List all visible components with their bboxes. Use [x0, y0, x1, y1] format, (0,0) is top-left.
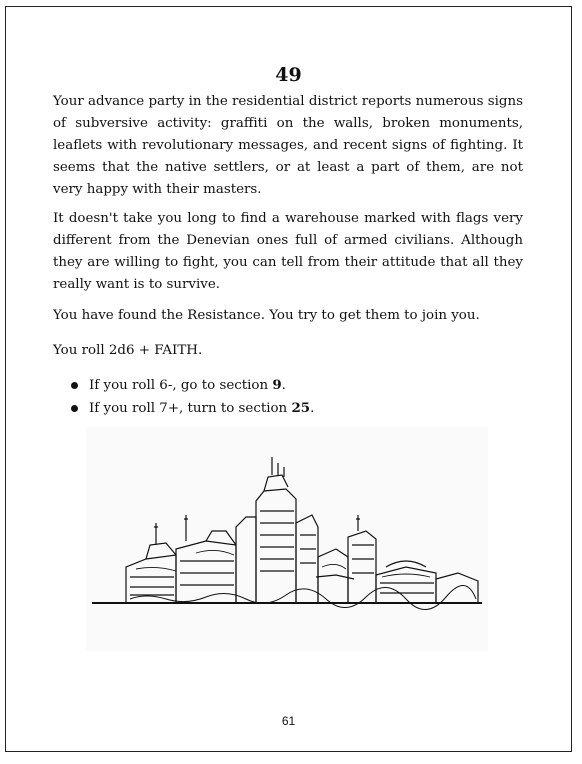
- bullet-icon: [71, 382, 78, 389]
- city-skyline-icon: [86, 427, 488, 651]
- option-item-2: [68, 397, 314, 420]
- options-list: [68, 374, 314, 420]
- paragraph-2: It doesn't take you long to find a warehouse marked with flags very different from the Denevian ones full of armed civilians. Although they are willing to fight, you can tell from their attitude that all they really want is to survive.: [53, 211, 523, 292]
- paragraph-4: You roll 2d6 + FAITH.: [53, 343, 203, 358]
- option-text: If you roll 7+, turn to section: [89, 401, 292, 416]
- option-item-1: [68, 374, 314, 397]
- paragraph-3: You have found the Resistance. You try to get them to join you.: [53, 308, 480, 323]
- paragraph-1: Your advance party in the residential district reports numerous signs of subversive activity: graffiti on the walls, broken monuments, leaflets with revolutionary messages, and recent signs of fighting. It seems that the native settlers, or at least a part of them, are not very happy with their masters.: [53, 94, 523, 197]
- section-link-9[interactable]: 9: [272, 377, 282, 393]
- bullet-icon: [71, 405, 78, 412]
- page-frame: [5, 6, 572, 752]
- section-number: 49: [275, 64, 302, 86]
- section-link-25[interactable]: 25: [291, 400, 311, 416]
- option-suffix: .: [310, 401, 315, 416]
- page-number: 61: [281, 714, 296, 728]
- option-suffix: .: [281, 378, 286, 393]
- option-text: If you roll 6-, go to section: [89, 378, 273, 393]
- city-skyline-illustration: [86, 427, 488, 651]
